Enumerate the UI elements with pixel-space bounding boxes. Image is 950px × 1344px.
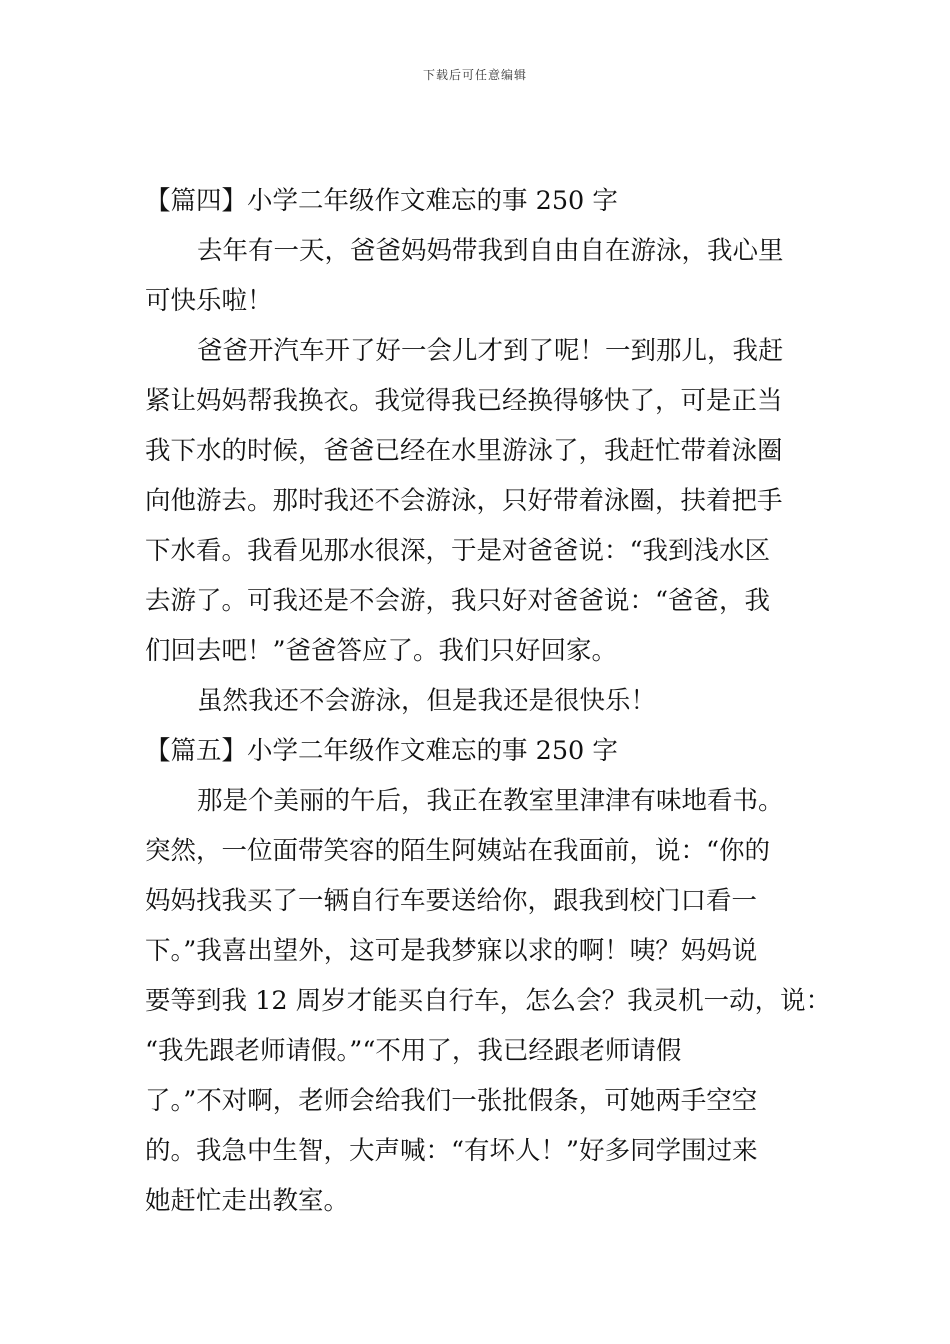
- paragraph-line: 爸爸开汽车开了好一会儿才到了呢！一到那儿，我赶: [197, 336, 784, 366]
- section-heading-5: 【篇五】小学二年级作文难忘的事 250 字: [145, 736, 618, 766]
- section-heading-4: 【篇四】小学二年级作文难忘的事 250 字: [145, 186, 618, 216]
- paragraph-line: 要等到我 12 周岁才能买自行车，怎么会？我灵机一动，说：: [145, 986, 832, 1016]
- paragraph-line: 妈妈找我买了一辆自行车要送给你，跟我到校门口看一: [145, 886, 758, 916]
- paragraph-line: 去游了。可我还是不会游，我只好对爸爸说：“爸爸，我: [145, 586, 771, 616]
- paragraph-line: 的。我急中生智，大声喊：“有坏人！”好多同学围过来: [145, 1136, 758, 1166]
- page-header: 下载后可任意编辑: [422, 68, 527, 82]
- paragraph-line: 们回去吧！”爸爸答应了。我们只好回家。: [145, 636, 618, 666]
- paragraph-line: 了。”不对啊，老师会给我们一张批假条，可她两手空空: [145, 1086, 758, 1116]
- paragraph-line: 突然，一位面带笑容的陌生阿姨站在我面前，说：“你的: [145, 836, 771, 866]
- paragraph-line: 我下水的时候，爸爸已经在水里游泳了，我赶忙带着泳圈: [145, 436, 783, 466]
- paragraph-line: 她赶忙走出教室。: [145, 1186, 350, 1216]
- paragraph-line: 虽然我还不会游泳，但是我还是很快乐！: [197, 686, 657, 716]
- paragraph-line: 去年有一天，爸爸妈妈带我到自由自在游泳，我心里: [197, 236, 784, 266]
- paragraph-line: 向他游去。那时我还不会游泳，只好带着泳圈，扶着把手: [145, 486, 783, 516]
- paragraph-line: “我先跟老师请假。”“不用了，我已经跟老师请假: [145, 1036, 682, 1066]
- article-body: [145, 176, 832, 1226]
- paragraph-line: 紧让妈妈帮我换衣。我觉得我已经换得够快了，可是正当: [145, 386, 783, 416]
- paragraph-line: 可快乐啦！: [145, 286, 273, 316]
- paragraph-line: 下。”我喜出望外，这可是我梦寐以求的啊！咦？妈妈说: [145, 936, 758, 966]
- paragraph-line: 下水看。我看见那水很深，于是对爸爸说：“我到浅水区: [145, 536, 771, 566]
- paragraph-line: 那是个美丽的午后，我正在教室里津津有味地看书。: [197, 786, 784, 816]
